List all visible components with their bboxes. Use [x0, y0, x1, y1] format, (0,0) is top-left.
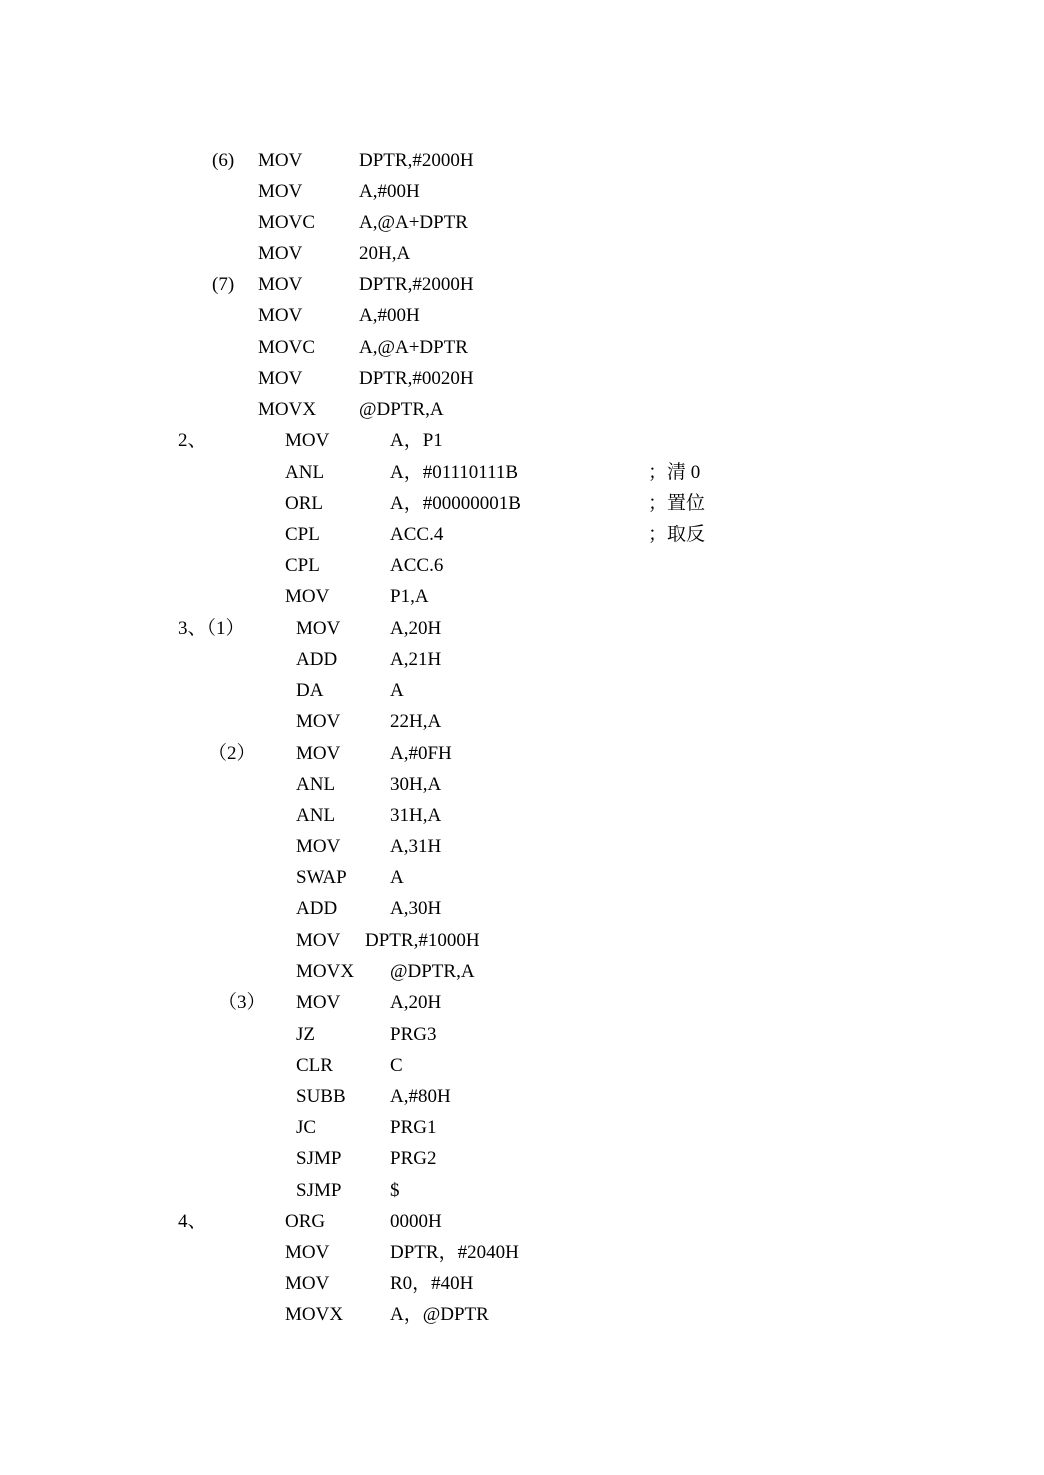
- instruction-operands: 0000H: [390, 1211, 442, 1232]
- code-line: [0, 675, 1044, 706]
- code-line: [0, 363, 1044, 394]
- code-line: [0, 613, 1044, 644]
- instruction-opcode: MOV: [296, 930, 341, 951]
- instruction-opcode: MOVX: [258, 399, 317, 420]
- instruction-operands: 22H,A: [390, 711, 442, 732]
- instruction-opcode: MOVC: [258, 212, 316, 233]
- instruction-operands: A,31H: [390, 836, 442, 857]
- code-line: [0, 1050, 1044, 1081]
- code-line: [0, 1268, 1044, 1299]
- instruction-opcode: CPL: [285, 555, 320, 576]
- instruction-operands: @DPTR,A: [359, 399, 444, 420]
- instruction-opcode: ANL: [296, 805, 336, 826]
- code-line: [0, 519, 1044, 550]
- code-line: [0, 1206, 1044, 1237]
- instruction-opcode: JC: [296, 1117, 317, 1138]
- instruction-operands: DPTR，#2040H: [390, 1242, 519, 1263]
- instruction-opcode: MOV: [285, 586, 330, 607]
- instruction-operands: 30H,A: [390, 774, 442, 795]
- line-comment: ；置位: [648, 493, 706, 514]
- line-label: （2）: [208, 743, 256, 764]
- code-line: [0, 738, 1044, 769]
- instruction-operands: A,21H: [390, 649, 442, 670]
- code-line: [0, 1019, 1044, 1050]
- code-line: [0, 1175, 1044, 1206]
- code-line: [0, 1143, 1044, 1174]
- code-line: [0, 800, 1044, 831]
- instruction-opcode: MOV: [258, 274, 303, 295]
- code-line: [0, 831, 1044, 862]
- code-line: [0, 706, 1044, 737]
- instruction-opcode: MOV: [296, 992, 341, 1013]
- code-line: [0, 425, 1044, 456]
- instruction-opcode: MOVC: [258, 337, 316, 358]
- instruction-opcode: MOV: [296, 743, 341, 764]
- code-line: [0, 581, 1044, 612]
- code-line: [0, 457, 1044, 488]
- instruction-operands: @DPTR,A: [390, 961, 475, 982]
- instruction-operands: A,#00H: [359, 305, 420, 326]
- instruction-operands: A,20H: [390, 992, 442, 1013]
- instruction-operands: DPTR,#1000H: [365, 930, 480, 951]
- instruction-operands: A,20H: [390, 618, 442, 639]
- instruction-opcode: MOV: [258, 150, 303, 171]
- code-line: [0, 1299, 1044, 1330]
- code-line: [0, 207, 1044, 238]
- line-label: 4、: [178, 1211, 207, 1232]
- code-line: [0, 1112, 1044, 1143]
- instruction-opcode: MOV: [285, 1242, 330, 1263]
- instruction-operands: A，#00000001B: [390, 493, 521, 514]
- instruction-opcode: SWAP: [296, 867, 347, 888]
- instruction-opcode: ANL: [285, 462, 325, 483]
- instruction-operands: A,#00H: [359, 181, 420, 202]
- instruction-operands: A: [390, 867, 404, 888]
- instruction-operands: A，@DPTR: [390, 1304, 489, 1325]
- instruction-opcode: ADD: [296, 649, 338, 670]
- line-comment: ；清 0: [648, 462, 701, 483]
- instruction-operands: A,@A+DPTR: [359, 337, 468, 358]
- instruction-opcode: SJMP: [296, 1180, 342, 1201]
- instruction-operands: PRG2: [390, 1148, 437, 1169]
- instruction-operands: A: [390, 680, 404, 701]
- line-label: 2、: [178, 430, 207, 451]
- code-line: [0, 300, 1044, 331]
- instruction-opcode: SUBB: [296, 1086, 346, 1107]
- instruction-opcode: MOV: [285, 430, 330, 451]
- code-line: [0, 987, 1044, 1018]
- instruction-operands: A，#01110111B: [390, 462, 519, 483]
- code-line: [0, 269, 1044, 300]
- code-line: [0, 176, 1044, 207]
- instruction-operands: PRG1: [390, 1117, 437, 1138]
- instruction-operands: ACC.4: [390, 524, 444, 545]
- instruction-opcode: MOV: [296, 711, 341, 732]
- instruction-opcode: MOVX: [296, 961, 355, 982]
- line-label: (7): [212, 274, 235, 295]
- instruction-operands: A,30H: [390, 898, 442, 919]
- instruction-opcode: CPL: [285, 524, 320, 545]
- code-line: [0, 238, 1044, 269]
- line-label: 3、（1）: [178, 618, 245, 639]
- code-line: [0, 145, 1044, 176]
- code-line: [0, 1081, 1044, 1112]
- instruction-operands: 31H,A: [390, 805, 442, 826]
- instruction-opcode: MOV: [258, 305, 303, 326]
- code-line: [0, 550, 1044, 581]
- instruction-opcode: CLR: [296, 1055, 333, 1076]
- line-comment: ；取反: [648, 524, 706, 545]
- code-line: [0, 644, 1044, 675]
- instruction-opcode: ADD: [296, 898, 338, 919]
- instruction-operands: R0，#40H: [390, 1273, 474, 1294]
- instruction-operands: 20H,A: [359, 243, 411, 264]
- code-line: [0, 1237, 1044, 1268]
- instruction-opcode: MOV: [258, 243, 303, 264]
- instruction-opcode: MOV: [285, 1273, 330, 1294]
- code-line: [0, 488, 1044, 519]
- instruction-opcode: SJMP: [296, 1148, 342, 1169]
- instruction-opcode: MOV: [258, 181, 303, 202]
- instruction-operands: A,@A+DPTR: [359, 212, 468, 233]
- instruction-operands: A，P1: [390, 430, 443, 451]
- instruction-opcode: JZ: [296, 1024, 315, 1045]
- instruction-operands: DPTR,#2000H: [359, 150, 474, 171]
- code-line: [0, 925, 1044, 956]
- instruction-operands: DPTR,#2000H: [359, 274, 474, 295]
- instruction-operands: A,#0FH: [390, 743, 452, 764]
- instruction-operands: PRG3: [390, 1024, 437, 1045]
- instruction-operands: A,#80H: [390, 1086, 451, 1107]
- instruction-opcode: MOV: [296, 836, 341, 857]
- instruction-opcode: ANL: [296, 774, 336, 795]
- instruction-opcode: MOVX: [285, 1304, 344, 1325]
- instruction-operands: ACC.6: [390, 555, 444, 576]
- instruction-operands: P1,A: [390, 586, 429, 607]
- instruction-opcode: MOV: [296, 618, 341, 639]
- instruction-opcode: DA: [296, 680, 324, 701]
- instruction-opcode: MOV: [258, 368, 303, 389]
- code-line: [0, 769, 1044, 800]
- code-line: [0, 862, 1044, 893]
- line-label: （3）: [218, 992, 266, 1013]
- code-line: [0, 332, 1044, 363]
- code-line: [0, 394, 1044, 425]
- code-line: [0, 893, 1044, 924]
- line-label: (6): [212, 150, 235, 171]
- code-line: [0, 956, 1044, 987]
- instruction-operands: DPTR,#0020H: [359, 368, 474, 389]
- instruction-operands: $: [390, 1180, 400, 1201]
- instruction-opcode: ORG: [285, 1211, 326, 1232]
- instruction-operands: C: [390, 1055, 403, 1076]
- instruction-opcode: ORL: [285, 493, 323, 514]
